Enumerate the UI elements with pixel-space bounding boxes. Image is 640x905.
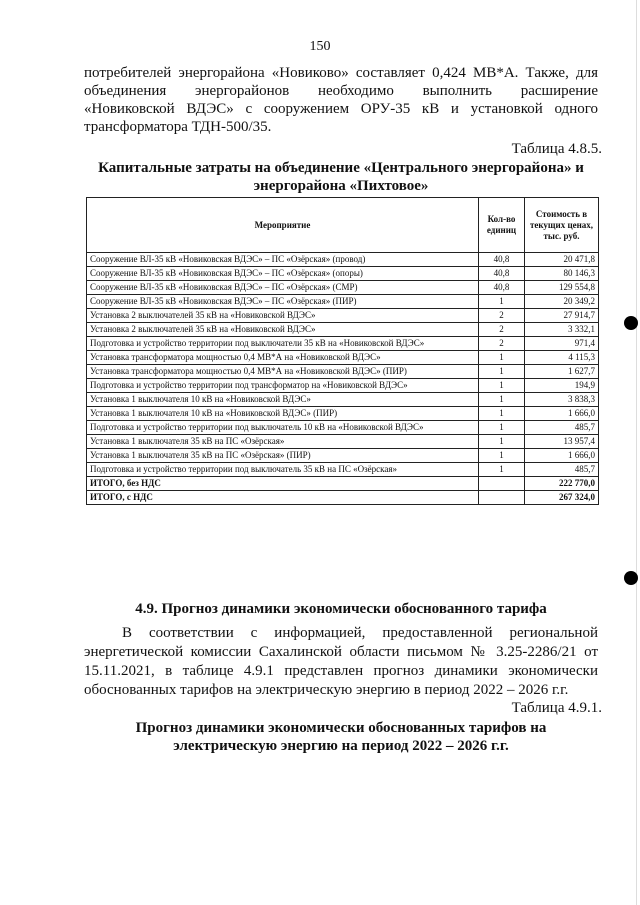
qty-cell: 1 bbox=[479, 351, 525, 365]
intro-line: объединения энергорайонов необходимо выполнить расширение bbox=[84, 83, 598, 99]
cost-cell: 4 115,3 bbox=[525, 351, 599, 365]
table-row bbox=[87, 435, 599, 449]
cost-cell: 194,9 bbox=[525, 379, 599, 393]
intro-line: «Новиковской ВДЭС» с сооружением ОРУ-35 кВ и установкой одного bbox=[84, 101, 598, 117]
event-cell: Установка 1 выключателя 35 кВ на ПС «Озёрская» (ПИР) bbox=[87, 449, 479, 463]
event-cell: Установка 2 выключателей 35 кВ на «Новиковской ВДЭС» bbox=[87, 309, 479, 323]
event-cell: Сооружение ВЛ-35 кВ «Новиковская ВДЭС» – ПС «Озёрская» (провод) bbox=[87, 253, 479, 267]
cost-cell: 20 471,8 bbox=[525, 253, 599, 267]
margin-dot bbox=[624, 316, 638, 330]
table-row bbox=[87, 309, 599, 323]
total-qty-empty bbox=[479, 491, 525, 505]
qty-cell: 40,8 bbox=[479, 281, 525, 295]
cost-cell: 20 349,2 bbox=[525, 295, 599, 309]
event-cell: Установка 1 выключателя 10 кВ на «Новиковской ВДЭС» (ПИР) bbox=[87, 407, 479, 421]
cost-cell: 129 554,8 bbox=[525, 281, 599, 295]
qty-cell: 1 bbox=[479, 421, 525, 435]
table-label: Таблица 4.8.5. bbox=[511, 141, 602, 157]
cost-cell: 1 666,0 bbox=[525, 407, 599, 421]
cost-cell: 3 838,3 bbox=[525, 393, 599, 407]
section-line: В соответствии с информацией, предоставленной региональной bbox=[122, 625, 598, 641]
section-line: 15.11.2021, в таблице 4.9.1 представлен прогноз динамики экономически bbox=[84, 663, 598, 679]
table-title-line: Капитальные затраты на объединение «Центрального энергорайона» и bbox=[98, 160, 584, 176]
cost-cell: 1 666,0 bbox=[525, 449, 599, 463]
table-row bbox=[87, 323, 599, 337]
qty-cell: 1 bbox=[479, 435, 525, 449]
table-row bbox=[87, 295, 599, 309]
table-row bbox=[87, 267, 599, 281]
qty-cell: 1 bbox=[479, 407, 525, 421]
table-body bbox=[87, 253, 599, 505]
margin-dot bbox=[624, 571, 638, 585]
total-cost: 267 324,0 bbox=[525, 491, 599, 505]
qty-cell: 2 bbox=[479, 323, 525, 337]
total-qty-empty bbox=[479, 477, 525, 491]
event-cell: Подготовка и устройство территории под выключатель 10 кВ на «Новиковской ВДЭС» bbox=[87, 421, 479, 435]
section-paragraph bbox=[84, 624, 598, 700]
event-cell: Установка трансформатора мощностью 0,4 МВ*А на «Новиковской ВДЭС» (ПИР) bbox=[87, 365, 479, 379]
event-cell: Установка трансформатора мощностью 0,4 МВ*А на «Новиковской ВДЭС» bbox=[87, 351, 479, 365]
table-row bbox=[87, 253, 599, 267]
event-cell: Подготовка и устройство территории под выключатель 35 кВ на ПС «Озёрская» bbox=[87, 463, 479, 477]
header-cost: Стоимость в текущих ценах, тыс. руб. bbox=[525, 198, 599, 253]
table2-title-line: электрическую энергию на период 2022 – 2026 г.г. bbox=[173, 738, 509, 754]
cost-cell: 3 332,1 bbox=[525, 323, 599, 337]
cost-cell: 485,7 bbox=[525, 421, 599, 435]
table-row bbox=[87, 449, 599, 463]
qty-cell: 2 bbox=[479, 337, 525, 351]
table-row bbox=[87, 281, 599, 295]
event-cell: Установка 2 выключателей 35 кВ на «Новиковской ВДЭС» bbox=[87, 323, 479, 337]
table-header-row bbox=[87, 198, 599, 253]
event-cell: Установка 1 выключателя 35 кВ на ПС «Озёрская» bbox=[87, 435, 479, 449]
event-cell: Сооружение ВЛ-35 кВ «Новиковская ВДЭС» – ПС «Озёрская» (СМР) bbox=[87, 281, 479, 295]
table-row bbox=[87, 407, 599, 421]
cost-cell: 13 957,4 bbox=[525, 435, 599, 449]
qty-cell: 1 bbox=[479, 379, 525, 393]
qty-cell: 1 bbox=[479, 393, 525, 407]
qty-cell: 1 bbox=[479, 449, 525, 463]
page-number: 150 bbox=[309, 39, 331, 54]
intro-paragraph bbox=[84, 64, 598, 136]
qty-cell: 1 bbox=[479, 295, 525, 309]
table-title-line: энергорайона «Пихтовое» bbox=[253, 178, 429, 194]
cost-cell: 27 914,7 bbox=[525, 309, 599, 323]
table-row bbox=[87, 421, 599, 435]
qty-cell: 1 bbox=[479, 463, 525, 477]
total-row bbox=[87, 491, 599, 505]
table-title bbox=[84, 159, 598, 195]
table2-title-line: Прогноз динамики экономически обоснованных тарифов на bbox=[135, 720, 547, 736]
event-cell: Подготовка и устройство территории под трансформатор на «Новиковской ВДЭС» bbox=[87, 379, 479, 393]
section-line: обоснованных тарифов на электрическую энергию в период 2022 – 2026 г.г. bbox=[84, 682, 569, 698]
table-row bbox=[87, 337, 599, 351]
section-heading: 4.9. Прогноз динамики экономически обоснованного тарифа bbox=[135, 601, 547, 617]
qty-cell: 2 bbox=[479, 309, 525, 323]
total-label: ИТОГО, с НДС bbox=[87, 491, 479, 505]
section-line: энергетической комиссии Сахалинской области письмом № 3.25-2286/21 от bbox=[84, 644, 598, 660]
qty-cell: 40,8 bbox=[479, 267, 525, 281]
table-row bbox=[87, 379, 599, 393]
intro-line: трансформатора ТДН-500/35. bbox=[84, 119, 272, 135]
table2-title bbox=[84, 719, 598, 755]
table-row bbox=[87, 463, 599, 477]
total-cost: 222 770,0 bbox=[525, 477, 599, 491]
cost-cell: 1 627,7 bbox=[525, 365, 599, 379]
header-event: Мероприятие bbox=[87, 198, 479, 253]
cost-cell: 485,7 bbox=[525, 463, 599, 477]
event-cell: Установка 1 выключателя 10 кВ на «Новиковской ВДЭС» bbox=[87, 393, 479, 407]
table2-label: Таблица 4.9.1. bbox=[511, 700, 602, 716]
event-cell: Подготовка и устройство территории под выключатели 35 кВ на «Новиковской ВДЭС» bbox=[87, 337, 479, 351]
page-edge bbox=[636, 0, 637, 905]
cost-cell: 971,4 bbox=[525, 337, 599, 351]
table-row bbox=[87, 351, 599, 365]
total-label: ИТОГО, без НДС bbox=[87, 477, 479, 491]
table-row bbox=[87, 365, 599, 379]
event-cell: Сооружение ВЛ-35 кВ «Новиковская ВДЭС» – ПС «Озёрская» (опоры) bbox=[87, 267, 479, 281]
qty-cell: 1 bbox=[479, 365, 525, 379]
total-row bbox=[87, 477, 599, 491]
event-cell: Сооружение ВЛ-35 кВ «Новиковская ВДЭС» – ПС «Озёрская» (ПИР) bbox=[87, 295, 479, 309]
intro-line: потребителей энергорайона «Новиково» составляет 0,424 МВ*А. Также, для bbox=[84, 65, 598, 81]
capital-costs-table bbox=[86, 197, 599, 505]
header-qty: Кол-во единиц bbox=[479, 198, 525, 253]
cost-cell: 80 146,3 bbox=[525, 267, 599, 281]
qty-cell: 40,8 bbox=[479, 253, 525, 267]
table-row bbox=[87, 393, 599, 407]
